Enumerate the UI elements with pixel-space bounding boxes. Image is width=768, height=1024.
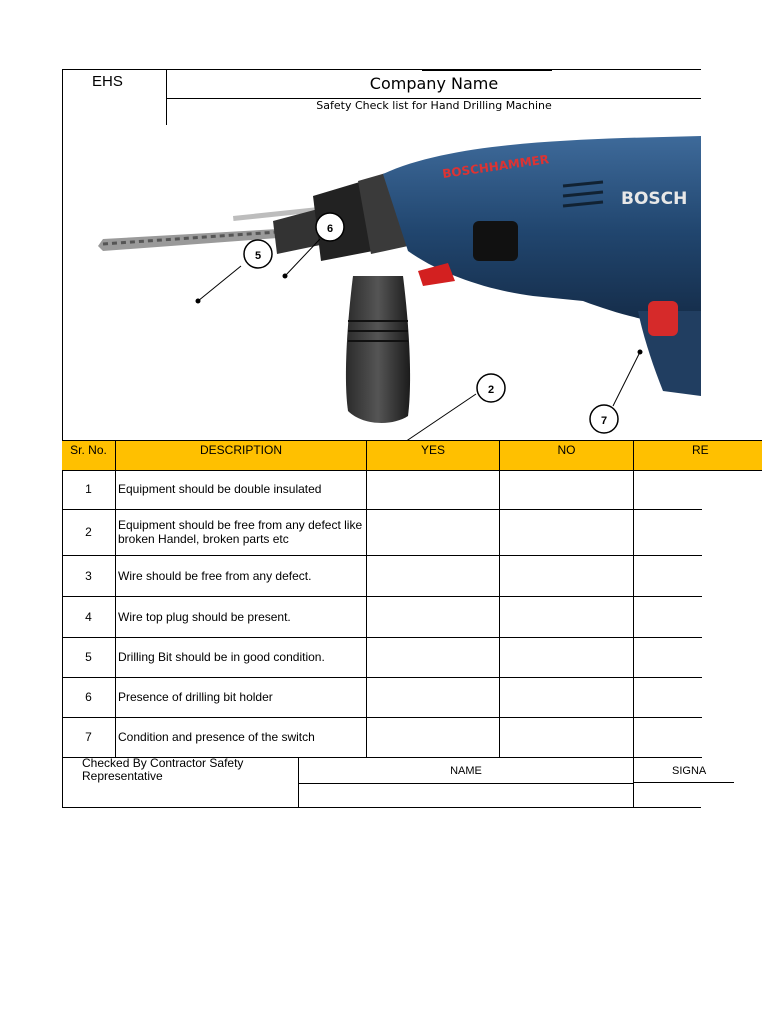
checklist-subtitle: Safety Check list for Hand Drilling Machine	[316, 99, 552, 112]
cell-sr-no-text: 6	[85, 690, 92, 704]
cell-description	[116, 509, 367, 555]
cell-no[interactable]	[500, 469, 634, 509]
cell-no[interactable]	[500, 677, 634, 717]
checked-by-label: Checked By Contractor Safety Representative	[82, 756, 244, 783]
callout-2	[396, 374, 505, 448]
table-row	[62, 717, 702, 758]
cell-remarks[interactable]	[634, 469, 702, 509]
cell-yes[interactable]	[367, 469, 500, 509]
cell-sr-no-text: 2	[85, 525, 92, 539]
drill-illustration	[63, 126, 701, 439]
cell-sr-no	[62, 469, 116, 509]
cell-description-text: Wire should be free from any defect.	[118, 568, 312, 583]
table-row	[62, 469, 702, 510]
ehs-cell	[62, 69, 167, 125]
cell-remarks[interactable]	[634, 596, 702, 637]
table-row	[62, 637, 702, 678]
header-sr-no: Sr. No.	[62, 441, 116, 470]
cell-sr-no	[62, 509, 116, 555]
side-handle	[346, 276, 410, 423]
cell-description-text: Equipment should be double insulated	[118, 482, 322, 496]
cell-description-text: Drilling Bit should be in good condition.	[118, 650, 325, 664]
cell-description	[116, 637, 367, 677]
cell-no[interactable]	[500, 596, 634, 637]
cell-sr-no-text: 3	[85, 568, 92, 583]
cell-yes[interactable]	[367, 509, 500, 555]
cell-sr-no	[62, 677, 116, 717]
cell-sr-no-text: 4	[85, 609, 92, 624]
header-remarks: RE	[692, 443, 709, 457]
table-header-row	[62, 440, 762, 471]
cell-sr-no	[62, 717, 116, 757]
cell-no[interactable]	[500, 509, 634, 555]
cell-remarks[interactable]	[634, 509, 702, 555]
header-yes: YES	[367, 441, 500, 470]
header-no: NO	[500, 441, 634, 470]
table-row	[62, 509, 702, 556]
name-label: NAME	[299, 757, 634, 784]
callout-7-label: 7	[600, 415, 608, 427]
table-row	[62, 596, 702, 638]
cell-description	[116, 677, 367, 717]
cell-sr-no-text: 7	[85, 730, 92, 744]
cell-yes[interactable]	[367, 717, 500, 757]
table-row	[62, 677, 702, 718]
cell-sr-no-text: 5	[85, 650, 92, 664]
sheet-border-bottom	[62, 807, 701, 808]
cell-yes[interactable]	[367, 596, 500, 637]
cell-remarks[interactable]	[634, 637, 702, 677]
ehs-label: EHS	[92, 73, 123, 90]
name-entry-cell[interactable]	[299, 784, 634, 807]
signature-footer	[62, 756, 707, 807]
checklist-sheet	[62, 69, 709, 809]
header-description: DESCRIPTION	[116, 441, 367, 470]
cell-description	[116, 555, 367, 596]
cell-yes[interactable]	[367, 677, 500, 717]
cell-description-text: Wire top plug should be present.	[118, 609, 291, 624]
trigger-switch	[648, 301, 678, 336]
cell-description	[116, 469, 367, 509]
callout-7	[590, 350, 643, 434]
callout-5	[196, 240, 273, 304]
brand-body-text: BOSCHHAMMER	[441, 152, 550, 181]
cell-description	[116, 596, 367, 637]
callout-5-label: 5	[254, 250, 262, 262]
callout-6-label: 6	[326, 223, 334, 235]
cell-yes[interactable]	[367, 555, 500, 596]
cell-no[interactable]	[500, 555, 634, 596]
cell-sr-no	[62, 596, 116, 637]
brand-side-text: BOSCH	[621, 189, 688, 209]
cell-remarks[interactable]	[634, 717, 702, 757]
cell-sr-no	[62, 555, 116, 596]
cell-description	[116, 717, 367, 757]
company-name: Company Name	[167, 69, 701, 99]
cell-remarks[interactable]	[634, 677, 702, 717]
cell-description-text: Condition and presence of the switch	[118, 730, 315, 744]
signature-label: SIGNA	[634, 757, 734, 783]
cell-yes[interactable]	[367, 637, 500, 677]
cell-sr-no	[62, 637, 116, 677]
drill-body	[383, 136, 701, 326]
cell-sr-no-text: 1	[85, 482, 92, 496]
cell-no[interactable]	[500, 637, 634, 677]
cell-no[interactable]	[500, 717, 634, 757]
table-row	[62, 555, 702, 597]
callout-2-label: 2	[487, 384, 495, 396]
cell-description-text: Presence of drilling bit holder	[118, 690, 273, 704]
cell-remarks[interactable]	[634, 555, 702, 596]
cell-description-text: Equipment should be free from any defect like broken Handel, broken parts etc	[118, 518, 363, 546]
